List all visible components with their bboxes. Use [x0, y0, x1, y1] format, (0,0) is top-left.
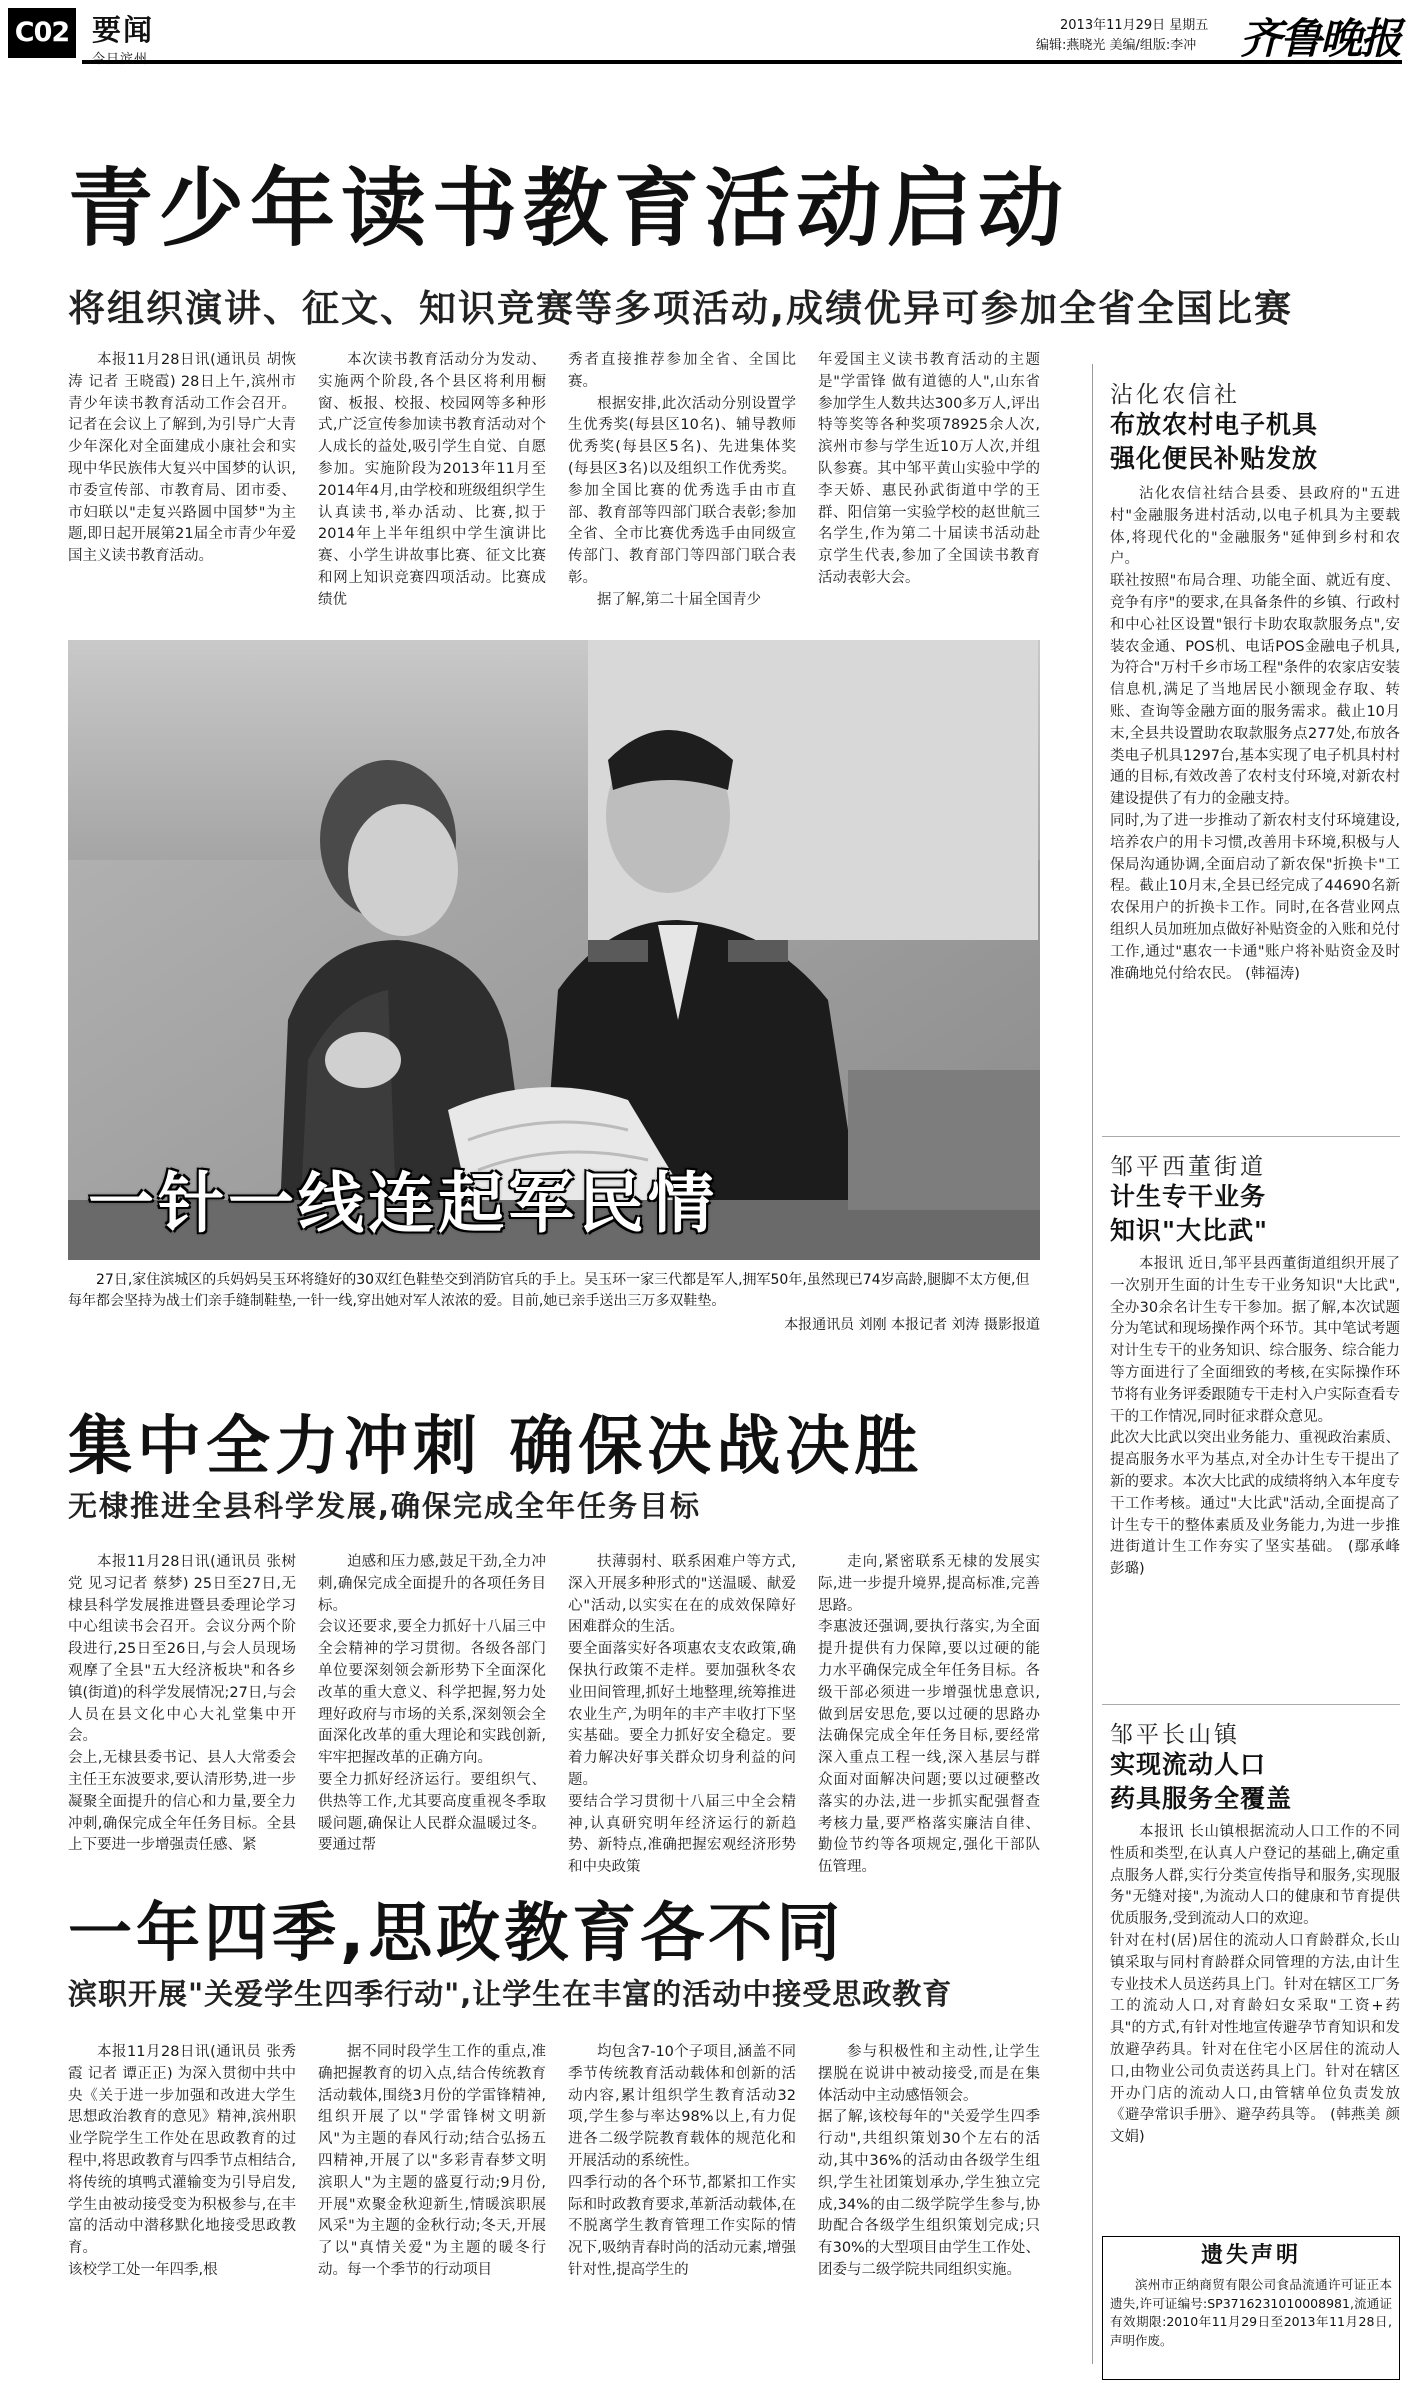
issue-date: 2013年11月29日 星期五 [1060, 18, 1209, 33]
paragraph: 本报讯 长山镇根据流动人口工作的不同性质和类型,在认真人户登记的基础上,确定重点服务人群,实行分类宣传指导和服务,实现服务"无缝对接",为流动人口的健康和节育提供优质服务,受到流动人口的欢迎。 针对在村(居)居住的流动人口育龄群众,长山镇采取与同村育龄群众同管理的方法,由计生专业技术人员送药具上门。针对在辖区工厂务工的流动人口,对育龄妇女采取"工资+药具"的方式,有针对性地宣传避孕节育知识和发放避孕药具。针对在住宅小区居住的流动人口,由物业公司负责送药具上门。针对在辖区开办门店的流动人口,由管辖单位负责发放《避孕常识手册》、避孕药具等。 (韩燕美 颜文娟) [1110, 1824, 1400, 2146]
section-subtitle [92, 48, 148, 67]
article-column [318, 1552, 546, 1852]
article-subheadline: 将组织演讲、征文、知识竞赛等多项活动,成绩优异可参加全省全国比赛 [68, 287, 1294, 330]
sidebar-headline: 计生专干业务 [1110, 1182, 1267, 1211]
article-column [568, 1552, 796, 1876]
article-subheadline: 无棣推进全县科学发展,确保完成全年任务目标 [68, 1489, 702, 1523]
photo-headline: 一针一线连起军民情 [88, 1165, 718, 1242]
article-column [818, 1552, 1040, 1876]
article-column [68, 2042, 296, 2376]
sidebar-kicker: 邹平长山镇 [1110, 1722, 1240, 1748]
newspaper-logo: 齐鲁晚报 [1240, 14, 1401, 63]
paragraph: 本报11月28日讯(通讯员 张树党 见习记者 蔡梦) 25日至27日,无棣县科学发展推进暨县委理论学习中心组读书会召开。会议分两个阶段进行,25日至26日,与会人员现场观摩了全县"五大经济板块"和各乡镇(街道)的科学发展情况;27日,与会人员在县文化中心大礼堂集中开会。 会上,无棣县委书记、县人大常委会主任王东波要求,要认清形势,进一步凝聚全面提升的信心和力量,要全力冲刺,确保完成全年任务目标。全县上下要进一步增强责任感、紧 [68, 1554, 296, 1854]
sidebar-kicker: 邹平西董街道 [1110, 1154, 1266, 1180]
paragraph: 走向,紧密联系无棣的发展实际,进一步提升境界,提高标准,完善思路。 李惠波还强调,要执行落实,为全面提升提供有力保障,要以过硬的能力水平确保完成全年任务目标。各级干部必须进一步增强忧患意识,做到居安思危,要以过硬的思路办法确保完成全年任务目标,要经常深入重点工程一线,深入基层与群众面对面解决问题;要以过硬整改落实的办法,进一步抓实配强督查考核力量,要严格落实廉洁自律、勤俭节约等各项规定,强化干部队伍管理。 [818, 1554, 1040, 1876]
divider [1102, 1704, 1400, 1705]
article-column [818, 350, 1040, 630]
page-number-label: C02 [8, 8, 76, 58]
article-column [318, 350, 546, 630]
sidebar-divider [1092, 364, 1093, 2364]
paragraph: 均包含7-10个子项目,涵盖不同季节传统教育活动载体和创新的活动内容,累计组织学生教育活动32项,学生参与率达98%以上,有力促进各二级学院教育载体的规范化和开展活动的系统性。 四季行动的各个环节,都紧扣工作实际和时政教育要求,革新活动载体,在不脱离学生教育管理工作实际的情况下,吸纳青春时尚的活动元素,增强针对性,提高学生的 [568, 2044, 796, 2278]
paragraph: 参与积极性和主动性,让学生摆脱在说讲中被动接受,而是在集体活动中主动感悟领会。 据了解,该校每年的"关爱学生四季行动",共组织策划30个左右的活动,其中36%的活动由各级学生组织,学生社团策划承办,学生独立完成,34%的由二级学院学生参与,协助配合各级学生组织策划完成;只有30%的大型项目由学生工作处、团委与二级学院共同组织实施。 [818, 2044, 1040, 2278]
article-headline: 集中全力冲刺 确保决战决胜 [68, 1410, 924, 1484]
paragraph: 本报讯 近日,邹平县西董街道组织开展了一次别开生面的计生专干业务知识"大比武",全办30余名计生专干参加。据了解,本次试题分为笔试和现场操作两个环节。其中笔试考题对计生专干的业务知识、综合服务、综合能力等方面进行了全面细致的考核,在实际操作环节将有业务评委跟随专干走村入户实际查看专干的工作情况,同时征求群众意见。 此次大比武以突出业务能力、重视政治素质、提高服务水平为基点,对全办计生专干提出了新的要求。本次大比武的成绩将纳入本年度专干工作考核。通过"大比武"活动,全面提高了计生专干的整体素质及业务能力,为进一步推进街道计生工作夯实了坚实基础。 (鄢承峰 彭璐) [1110, 1256, 1400, 1578]
article-subheadline: 滨职开展"关爱学生四季行动",让学生在丰富的活动中接受思政教育 [68, 1977, 953, 2011]
article-column [818, 2042, 1040, 2376]
sidebar-headline: 知识"大比武" [1110, 1216, 1269, 1245]
sidebar-headline: 实现流动人口 [1110, 1750, 1267, 1779]
photo-caption: 27日,家住滨城区的兵妈妈吴玉环将缝好的30双红色鞋垫交到消防官兵的手上。吴玉环一家三代都是军人,拥军50年,虽然现已74岁高龄,腿脚不太方便,但每年都会坚持为战士们亲手缝制鞋垫,一针一线,穿出她对军人浓浓的爱。目前,她已亲手送出三万多双鞋垫。 [68, 1272, 1030, 1309]
article-headline: 一年四季,思政教育各不同 [68, 1897, 845, 1971]
notice-title: 遗失声明 [1200, 2243, 1301, 2268]
sidebar-kicker: 沾化农信社 [1110, 382, 1240, 408]
sidebar-headline: 强化便民补贴发放 [1110, 444, 1319, 473]
paragraph: 据了解,第二十届全国青少 [597, 591, 762, 608]
editor-credits: 编辑:燕晓光 美编/组版:李冲 [1036, 38, 1197, 53]
paragraph: 沾化农信社结合县委、县政府的"五进村"金融服务进村活动,以电子机具为主要载体,将现代化的"金融服务"延伸到乡村和农户。 联社按照"布局合理、功能全面、就近有度、竞争有序"的要求,在具备条件的乡镇、行政村和中心社区设置"银行卡助农取款服务点",安装农金通、POS机、电话POS金融电子机具,为符合"万村千乡市场工程"条件的农家店安装信息机,满足了当地居民小额现金存取、转账、查询等金融方面的服务需求。截止10月末,全县共设置助农取款服务点277处,布放各类电子机具1297台,基本实现了电子机具村村通的目标,有效改善了农村支付环境,对新农村建设提供了有力的金融支持。 同时,为了进一步推动了新农村支付环境建设,培养农户的用卡习惯,改善用卡环境,积极与人保局沟通协调,全面启动了新农保"折换卡"工程。截止10月末,全县已经完成了44690名新农保用户的折换卡工作。同时,在各营业网点组织人员加班加点做好补贴资金的入账和兑付工作,通过"惠农一卡通"账户将补贴资金及时准确地兑付给农民。 (韩福涛) [1110, 486, 1400, 982]
article-headline: 青少年读书教育活动启动 [68, 160, 1070, 259]
paragraph: 根据安排,此次活动分别设置学生优秀奖(每县区10名)、辅导教师优秀奖(每县区5名)、先进集体奖(每县区3名)以及组织工作优秀奖。参加全国比赛的优秀选手由市直部、教育部等四部门联合表彰;参加全省、全市比赛优秀选手由同级宣传部门、教育部门等四部门联合表彰。 [568, 395, 796, 586]
notice-body: 滨州市正纳商贸有限公司食品流通许可证正本遗失,许可证编号:SP3716231010008981,流通证有效期限:2010年11月29日至2013年11月28日,声明作废。 [1110, 2277, 1392, 2348]
article-column [68, 350, 296, 630]
paragraph: 扶薄弱村、联系困难户等方式,深入开展多种形式的"送温暖、献爱心"活动,以实实在在的成效保障好困难群众的生活。 要全面落实好各项惠农支农政策,确保执行政策不走样。要加强秋冬农业田间管理,抓好土地整理,统筹推进农业生产,为明年的丰产丰收打下坚实基础。要全力抓好安全稳定。要着力解决好事关群众切身利益的问题。 要结合学习贯彻十八届三中全会精神,认真研究明年经济运行的新趋势、新特点,准确把握宏观经济形势和中央政策 [568, 1554, 796, 1876]
section-title: 要闻 [92, 13, 155, 47]
paragraph: 年爱国主义读书教育活动的主题是"学雷锋 做有道德的人",山东省参加学生人数共达300多万人,评出特等奖等各种奖项78925余人次,滨州市参与学生近10万人次,并组队参赛。其中邹平黄山实验中学的李天娇、惠民孙武街道中学的王群、阳信第一实验学校的赵世航三名学生,作为第二十届读书活动赴京学生代表,参加了全国读书教育活动表彰大会。 [818, 352, 1040, 586]
sidebar-headline: 布放农村电子机具 [1110, 410, 1319, 439]
divider [1102, 1136, 1400, 1137]
header-rule [82, 60, 1402, 64]
sidebar-story [1110, 484, 1400, 1124]
sidebar-story [1110, 1254, 1400, 1694]
paragraph: 本报11月28日讯(通讯员 张秀霞 记者 谭正正) 为深入贯彻中共中央《关于进一步加强和改进大学生思想政治教育的意见》精神,滨州职业学院学生工作处在思政教育的过程中,将思政教育与四季节点相结合,将传统的填鸭式灌输变为引导启发,学生由被动接受变为积极参与,在丰富的活动中潜移默化地接受思政教育。 该校学工处一年四季,根 [68, 2044, 296, 2278]
photo-credit: 本报通讯员 刘刚 本报记者 刘涛 摄影报道 [784, 1317, 1040, 1333]
article-column [568, 350, 796, 630]
paragraph: 迫感和压力感,鼓足干劲,全力冲刺,确保完成全面提升的各项任务目标。 会议还要求,要全力抓好十八届三中全会精神的学习贯彻。各级各部门单位要深刻领会新形势下全面深化改革的重大意义、科学把握,努力处理好政府与市场的关系,深刻领会全面深化改革的重大理论和实践创新,牢牢把握改革的正确方向。 要全力抓好经济运行。要组织气、供热等工作,尤其要高度重视冬季取暖问题,确保让人民群众温暖过冬。要通过帮 [318, 1554, 546, 1854]
paragraph: 本次读书教育活动分为发动、实施两个阶段,各个县区将利用橱窗、板报、校报、校园网等多种形式,广泛宣传参加读书教育活动对个人成长的益处,吸引学生自觉、自愿参加。实施阶段为2013年11月至2014年4月,由学校和班级组织学生认真读书,举办活动、比赛,拟于2014年上半年组织中学生演讲比赛、小学生讲故事比赛、征文比赛和网上知识竞赛四项活动。比赛成绩优 [318, 352, 546, 608]
article-column [568, 2042, 796, 2376]
sidebar-story [1110, 1822, 1400, 2226]
article-column [318, 2042, 546, 2376]
paragraph: 据不同时段学生工作的重点,准确把握教育的切入点,结合传统教育活动载体,围绕3月份的学雷锋精神,组织开展了以"学雷锋树文明新风"为主题的春风行动;结合弘扬五四精神,开展了以"多彩青春梦文明滨职人"为主题的盛夏行动;9月份,开展"欢聚金秋迎新生,情暖滨职展风采"为主题的金秋行动;冬天,开展了以"真情关爱"为主题的暖冬行动。每一个季节的行动项目 [318, 2044, 546, 2278]
paragraph: 秀者直接推荐参加全省、全国比赛。 [568, 352, 796, 390]
sidebar-headline: 药具服务全覆盖 [1110, 1784, 1293, 1813]
article-column [68, 1552, 296, 1852]
paragraph: 本报11月28日讯(通讯员 胡恢涛 记者 王晓霞) 28日上午,滨州市青少年读书教育活动工作会召开。记者在会议上了解到,为引导广大青少年深化对全面建成小康社会和实现中华民族伟大复兴中国梦的认识,市委宣传部、市教育局、团市委、市妇联以"走复兴路圆中国梦"为主题,即日起开展第21届全市青少年爱国主义读书教育活动。 [68, 352, 296, 565]
